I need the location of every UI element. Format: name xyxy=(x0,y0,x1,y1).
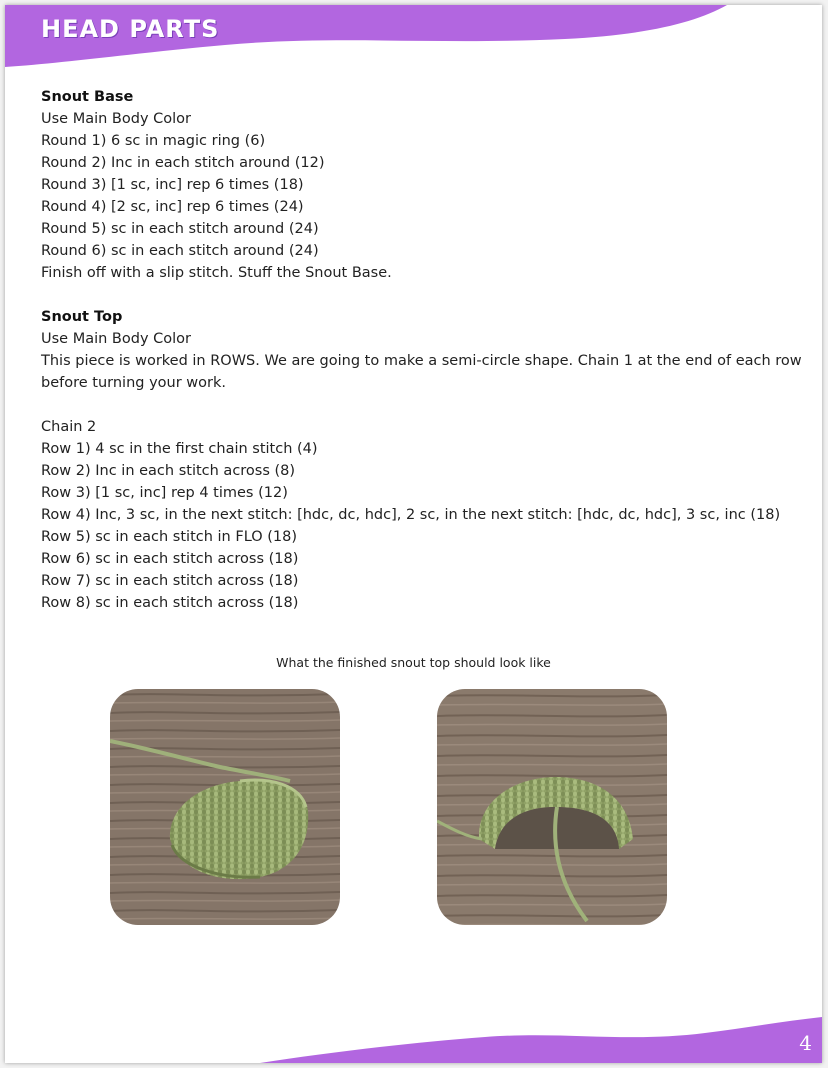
instruction-line: Round 1) 6 sc in magic ring (6) xyxy=(41,133,266,149)
footer-banner xyxy=(5,1013,822,1063)
section-title-snout-top: Snout Top xyxy=(41,309,123,325)
spacer xyxy=(41,394,811,416)
instruction-line: Row 1) 4 sc in the first chain stitch (4) xyxy=(41,441,318,457)
instruction-line: Use Main Body Color xyxy=(41,331,191,347)
document-page xyxy=(5,5,822,1063)
instruction-line: Chain 2 xyxy=(41,419,97,435)
instruction-line: Row 4) Inc, 3 sc, in the next stitch: [hdc, dc, hdc], 2 sc, in the next stitch: [hdc, dc, hdc], 3 sc, inc (18) xyxy=(41,507,781,523)
instruction-line: Finish off with a slip stitch. Stuff the Snout Base. xyxy=(41,265,392,281)
instruction-line: Row 8) sc in each stitch across (18) xyxy=(41,595,299,611)
instruction-line: Row 6) sc in each stitch across (18) xyxy=(41,551,299,567)
snout-top-photo-side xyxy=(110,689,340,925)
instruction-line: Row 7) sc in each stitch across (18) xyxy=(41,573,299,589)
page-title: HEAD PARTS xyxy=(41,15,220,43)
section-title-snout-base: Snout Base xyxy=(41,89,134,105)
instruction-line: This piece is worked in ROWS. We are going to make a semi-circle shape. Chain 1 at the end of each row before turning your work. xyxy=(41,353,802,391)
instruction-line: Round 5) sc in each stitch around (24) xyxy=(41,221,319,237)
pattern-instructions xyxy=(41,86,811,636)
snout-base-section xyxy=(41,86,811,284)
snout-top-photo-front xyxy=(437,689,667,925)
instruction-line: Row 2) Inc in each stitch across (8) xyxy=(41,463,296,479)
instruction-line: Round 6) sc in each stitch around (24) xyxy=(41,243,319,259)
instruction-line: Row 3) [1 sc, inc] rep 4 times (12) xyxy=(41,485,288,501)
instruction-line: Round 2) Inc in each stitch around (12) xyxy=(41,155,325,171)
instruction-line: Round 3) [1 sc, inc] rep 6 times (18) xyxy=(41,177,304,193)
photo-caption: What the finished snout top should look like xyxy=(276,655,551,670)
instruction-line: Row 5) sc in each stitch in FLO (18) xyxy=(41,529,298,545)
instruction-line: Round 4) [2 sc, inc] rep 6 times (24) xyxy=(41,199,304,215)
page-number: 4 xyxy=(799,1031,812,1055)
snout-top-section xyxy=(41,306,811,614)
instruction-line: Use Main Body Color xyxy=(41,111,191,127)
